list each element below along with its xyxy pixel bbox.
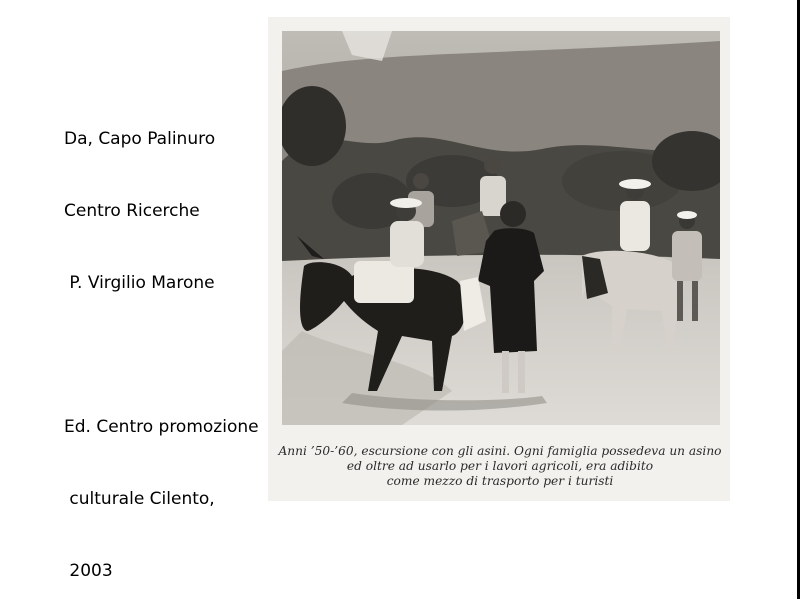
scanned-page xyxy=(268,17,730,501)
caption-line: Anni ’50-’60, escursione con gli asini. Ogni famiglia possedeva un asino xyxy=(278,444,722,458)
caption-line: ed oltre ad usarlo per i lavori agricoli, era adibito xyxy=(346,459,654,473)
source-line: Ed. Centro promozione xyxy=(64,417,259,437)
source-citation xyxy=(64,79,259,607)
source-line: P. Virgilio Marone xyxy=(64,273,215,293)
historic-photo xyxy=(282,31,720,425)
photo-illustration xyxy=(282,31,720,425)
caption-line: come mezzo di trasporto per i turisti xyxy=(386,474,614,488)
photo-caption xyxy=(274,444,726,489)
source-line: Da, Capo Palinuro xyxy=(64,129,216,149)
source-line: 2003 xyxy=(64,561,113,581)
source-line: culturale Cilento, xyxy=(64,489,215,509)
source-spacer xyxy=(64,343,259,367)
source-line: Centro Ricerche xyxy=(64,201,200,221)
